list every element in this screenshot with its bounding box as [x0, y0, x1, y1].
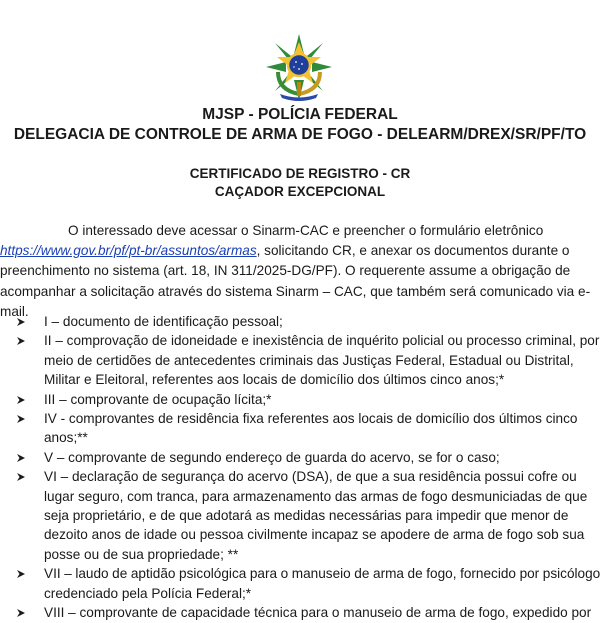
arrow-bullet-icon [16, 312, 34, 327]
list-item-text: anos;** [44, 430, 88, 446]
header-line-1: MJSP - POLÍCIA FEDERAL [202, 106, 398, 123]
list-item-text: III – comprovante de ocupação lícita;* [44, 391, 272, 407]
arrow-bullet-icon [16, 390, 34, 405]
intro-line: preenchimento no sistema (art. 18, IN 311/2025-DG/PF). O requerente assume a obrigação de [0, 263, 571, 279]
list-item [0, 564, 600, 603]
list-item [0, 467, 600, 564]
arrow-bullet-icon [16, 409, 34, 424]
list-item-text: VIII – comprovante de capacidade técnica para o manuseio de arma de fogo, expedido por [44, 605, 592, 621]
list-item-text: V – comprovante de segundo endereço de guarda do acervo, se for o caso; [44, 449, 500, 465]
arrow-bullet-icon [16, 331, 34, 346]
list-item-text: dezoito anos de idade ou pessoa civilmente incapaz se apodere de arma de fogo sob sua [44, 527, 585, 543]
intro-text: , solicitando CR, e anexar os documentos durante o [256, 243, 570, 259]
intro-line: acompanhar a solicitação através do sistema Sinarm – CAC, que também será comunicado via e- [0, 283, 591, 299]
list-item-text: lugar seguro, com tranca, para armazenamento das armas de fogo desmuniciadas de que [44, 488, 588, 504]
intro-paragraph [0, 221, 600, 322]
list-item-text: credenciado pela Polícia Federal;* [44, 585, 252, 601]
intro-line [0, 241, 600, 261]
list-item-text: Militar e Eleitoral, referentes aos locais de domicílio dos últimos cinco anos;* [44, 372, 505, 388]
requirements-list [0, 312, 600, 623]
document-title: CERTIFICADO DE REGISTRO - CR [189, 166, 411, 181]
list-item [0, 312, 600, 331]
list-item [0, 448, 600, 467]
arrow-bullet-icon [16, 564, 34, 579]
list-item-text: meio de certidões de antecedentes criminais das Justiças Federal, Estadual ou Distrital, [44, 352, 574, 368]
list-item-text: VI – declaração de segurança do acervo (DSA), de que a sua residência possui cofre ou [44, 469, 577, 485]
intro-line: O interessado deve acessar o Sinarm-CAC e preencher o formulário eletrônico [68, 223, 544, 238]
arrow-bullet-icon [16, 603, 34, 618]
list-item-text: II – comprovação de idoneidade e inexistência de inquérito policial ou processo criminal, por [44, 333, 600, 349]
list-item-text: IV - comprovantes de residência fixa referentes aos locais de domicílio dos últimos cinco [44, 411, 578, 427]
arrow-bullet-icon [16, 448, 34, 463]
list-item-text: VII – laudo de aptidão psicológica para o manuseio de arma de fogo, fornecido por psicólogo [44, 566, 600, 582]
list-item-text: posse ou de sua propriedade; ** [44, 546, 239, 562]
intro-line: mail. [0, 303, 29, 319]
list-item [0, 390, 600, 409]
list-item [0, 409, 600, 448]
armas-link[interactable]: https://www.gov.br/pf/pt-br/assuntos/armas [0, 243, 257, 259]
document-subtitle: CAÇADOR EXCEPCIONAL [214, 184, 386, 199]
list-item [0, 603, 600, 622]
list-item-text: seja proprietário, e de que adotará as medidas necessárias para impedir que menor de [44, 508, 569, 524]
arrow-bullet-icon [16, 467, 34, 482]
header-line-2: DELEGACIA DE CONTROLE DE ARMA DE FOGO - DELEARM/DREX/SR/PF/TO [13, 126, 587, 143]
list-item-text: I – documento de identificação pessoal; [44, 314, 283, 329]
list-item [0, 331, 600, 389]
brazil-coat-of-arms-emblem [264, 32, 334, 102]
